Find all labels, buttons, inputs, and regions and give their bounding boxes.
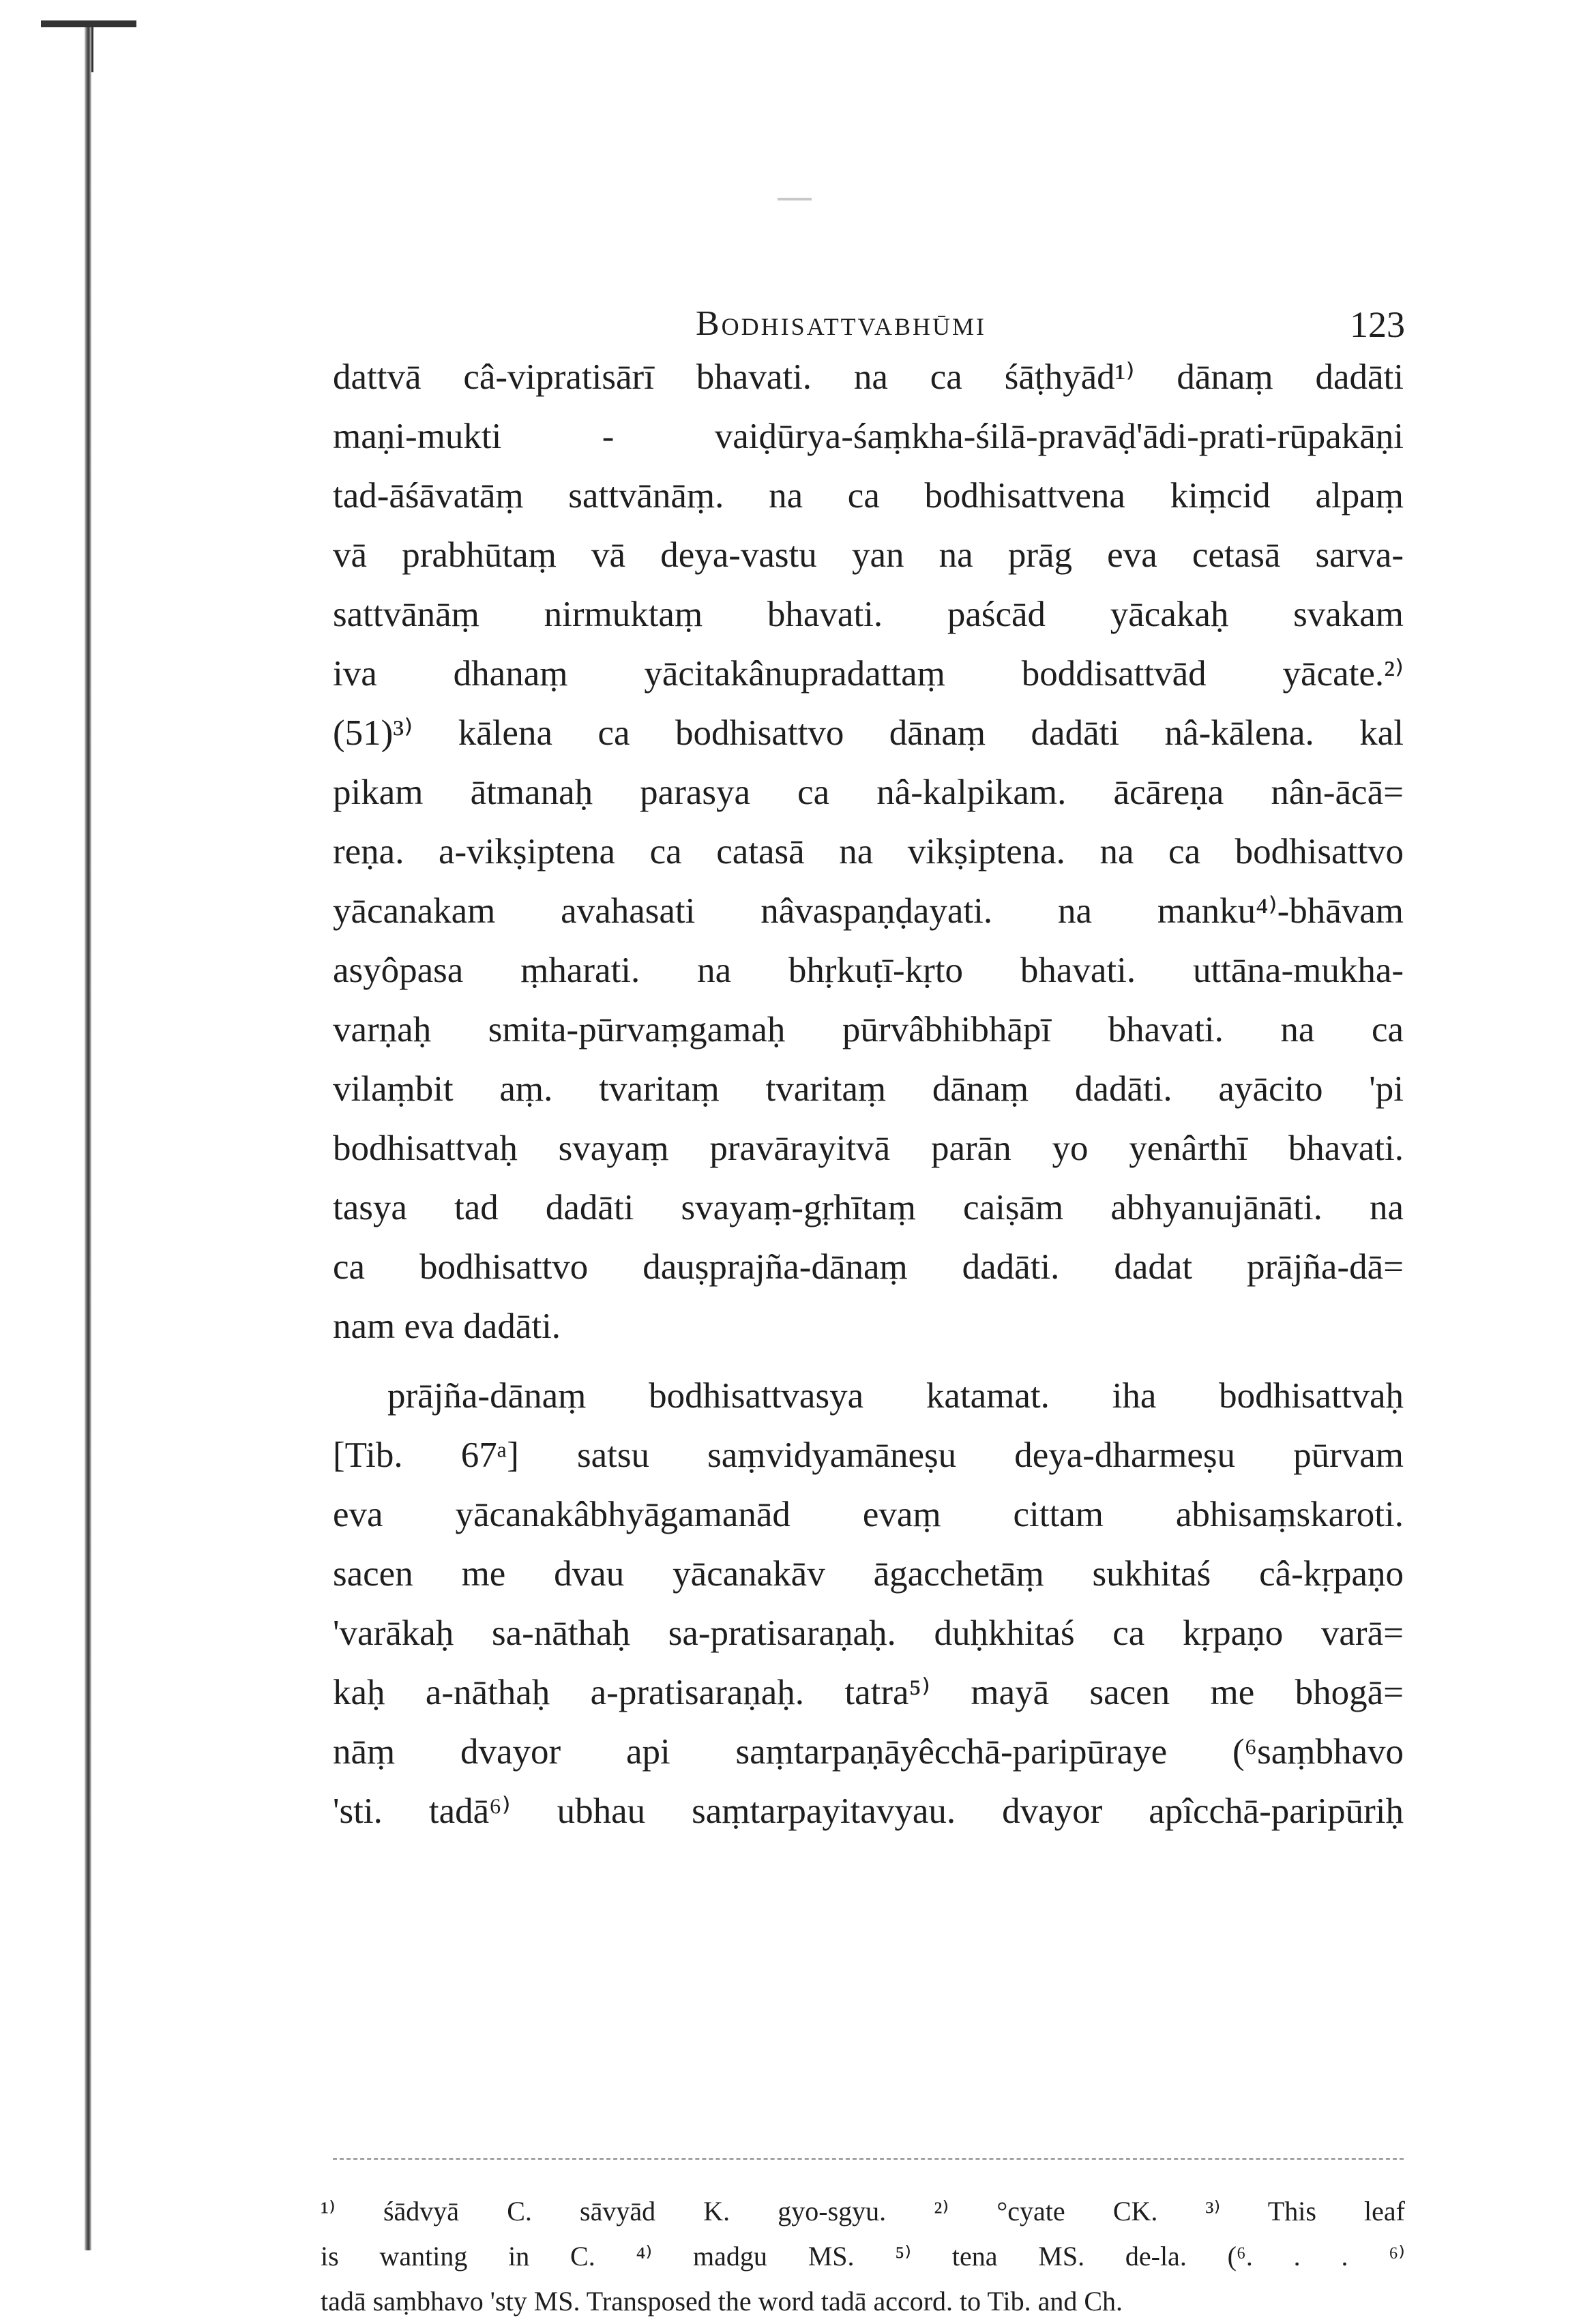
text-line: 'varākaḥ sa-nāthaḥ sa-pratisaraṇaḥ. duḥkhitaś ca kṛpaṇo varā= xyxy=(333,1613,1404,1653)
text-line: sattvānāṃ nirmuktaṃ bhavati. paścād yācakaḥ svakam xyxy=(333,595,1404,634)
text-line: bodhisattvaḥ svayaṃ pravārayitvā parān yo yenârthī bhavati. xyxy=(333,1129,1404,1168)
text-line: tad-āśāvatāṃ sattvānāṃ. na ca bodhisattvena kiṃcid alpaṃ xyxy=(333,476,1404,516)
paragraph-start-line: prājña-dānaṃ bodhisattvasya katamat. iha bodhisattvaḥ xyxy=(387,1376,1404,1416)
text-line: varṇaḥ smita-pūrvaṃgamaḥ pūrvâbhibhāpī bhavati. na ca xyxy=(333,1010,1404,1049)
text-line: dattvā câ-vipratisārī bhavati. na ca śāṭhyād¹⁾ dānaṃ dadāti xyxy=(333,357,1404,397)
footnote-line: is wanting in C. ⁴⁾ madgu MS. ⁵⁾ tena MS. de-la. (⁶. . . ⁶⁾ xyxy=(321,2241,1405,2271)
text-line: sacen me dvau yācanakāv āgacchetāṃ sukhitaś câ-kṛpaṇo xyxy=(333,1554,1404,1594)
footnotes xyxy=(321,2189,1405,2324)
text-line: iva dhanaṃ yācitakânupradattaṃ boddisattvād yācate.²⁾ xyxy=(333,654,1404,694)
text-line: eva yācanakâbhyāgamanād evaṃ cittam abhisaṃskaroti. xyxy=(333,1495,1404,1534)
text-line: kaḥ a-nāthaḥ a-pratisaraṇaḥ. tatra⁵⁾ mayā sacen me bhogā= xyxy=(333,1673,1404,1712)
text-line: maṇi-mukti - vaiḍūrya-śaṃkha-śilā-pravāḍ'ādi-prati-rūpakāṇi xyxy=(333,417,1404,456)
text-line: nam eva dadāti. xyxy=(333,1307,561,1346)
page-binding-edge xyxy=(85,27,91,2250)
text-line: tasya tad dadāti svayaṃ-gṛhītaṃ caiṣām abhyanujānāti. na xyxy=(333,1188,1404,1227)
text-line: asyôpasa ṃharati. na bhṛkuṭī-kṛto bhavati. uttāna-mukha- xyxy=(333,951,1404,990)
footnote-line: ¹⁾ śādvyā C. sāvyād K. gyo-sgyu. ²⁾ °cyate CK. ³⁾ This leaf xyxy=(321,2196,1405,2226)
page-number: 123 xyxy=(1350,304,1405,345)
text-line: vilaṃbit aṃ. tvaritaṃ tvaritaṃ dānaṃ dadāti. ayācito 'pi xyxy=(333,1069,1404,1109)
scan-mark xyxy=(778,198,812,200)
text-line: [Tib. 67ᵃ] satsu saṃvidyamāneṣu deya-dharmeṣu pūrvam xyxy=(333,1435,1404,1475)
running-head: Bodhisattvabhūmi xyxy=(696,304,987,343)
text-line: yācanakam avahasati nâvaspaṇḍayati. na manku⁴⁾-bhāvam xyxy=(333,891,1404,931)
text-line: reṇa. a-vikṣiptena ca catasā na vikṣiptena. na ca bodhisattvo xyxy=(333,832,1404,872)
text-line: pikam ātmanaḥ parasya ca nâ-kalpikam. ācāreṇa nân-ācā= xyxy=(333,773,1404,812)
footnote-divider xyxy=(333,2158,1404,2160)
text-line: (51)³⁾ kālena ca bodhisattvo dānaṃ dadāti nâ-kālena. kal xyxy=(333,713,1404,753)
main-text xyxy=(333,348,1404,1841)
text-line: ca bodhisattvo dauṣprajña-dānaṃ dadāti. dadat prājña-dā= xyxy=(333,1247,1404,1287)
footnote-line: tadā saṃbhavo 'sty MS. Transposed the word tadā accord. to Tib. and Ch. xyxy=(321,2286,1123,2316)
text-line: vā prabhūtaṃ vā deya-vastu yan na prāg eva cetasā sarva- xyxy=(333,535,1404,575)
text-line: nāṃ dvayor api saṃtarpaṇāyêcchā-paripūraye (⁶saṃbhavo xyxy=(333,1732,1404,1772)
text-line: 'sti. tadā⁶⁾ ubhau saṃtarpayitavyau. dvayor apîcchā-paripūriḥ xyxy=(333,1791,1404,1831)
